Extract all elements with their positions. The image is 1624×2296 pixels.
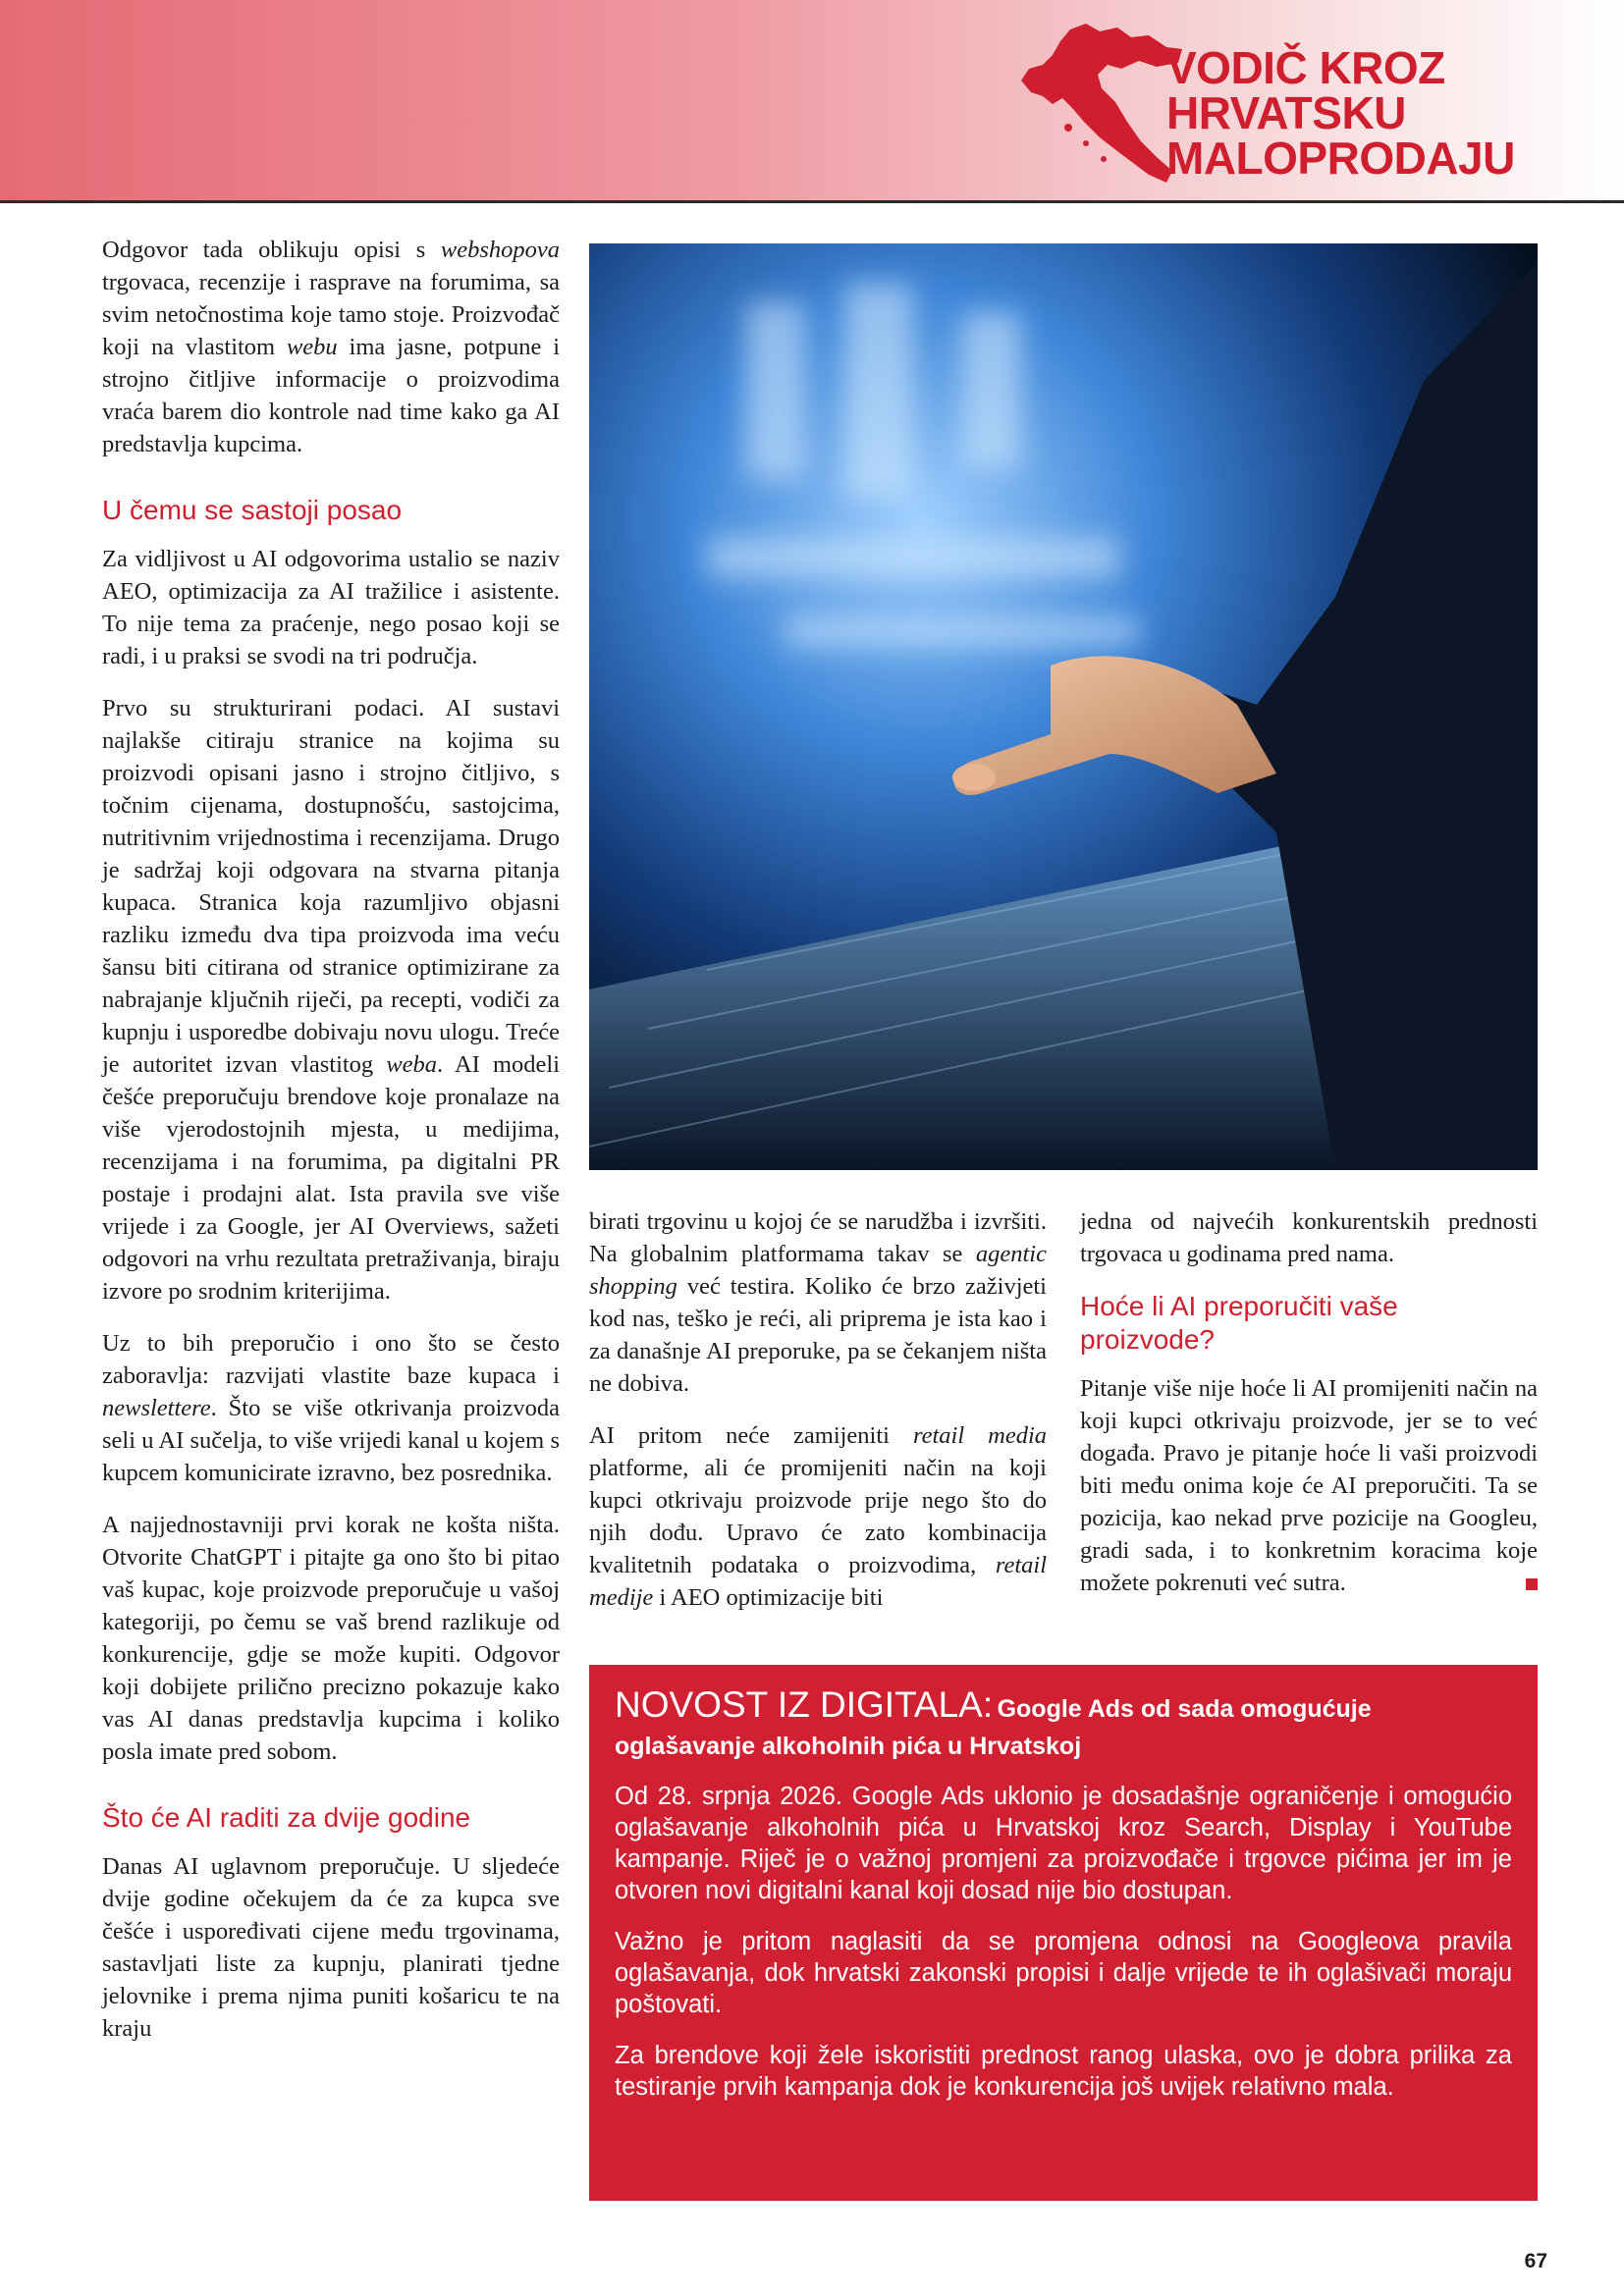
text: Odgovor tada oblikuju opisi s xyxy=(102,237,441,263)
emphasis: newslettere xyxy=(102,1395,211,1421)
brand-line-3: MALOPRODAJU xyxy=(1166,133,1515,184)
section-heading: Što će AI raditi za dvije godine xyxy=(102,1802,471,1833)
text: ima jasne, potpune i strojno čitljive informacije o proizvodima vraća barem dio kontrole nad time kako ga AI predstavlja kupcima. xyxy=(102,334,560,457)
hand-typing-laptop-photo xyxy=(589,243,1538,1170)
header-divider xyxy=(0,200,1624,203)
emphasis: agentic shopping xyxy=(589,1241,1047,1300)
text: trgovaca, recenzije i rasprave na forumima, sa svim netočnostima koje tamo stoje. Proizvođač koji na vlastitom xyxy=(102,269,560,360)
croatia-map-icon xyxy=(1009,20,1186,194)
news-paragraph: Od 28. srpnja 2026. Google Ads uklonio je dosadašnje ograničenje i omogućio oglašavanje alkoholnih pića u Hrvatskoj kroz Search, Display i YouTube kampanje. Riječ je o važnoj promjeni za proizvođače i trgovce pićima jer im je otvoren novi digitalni kanal koji dosad nije bio dostupan. xyxy=(615,1783,1512,1904)
news-heading xyxy=(615,1684,1512,1767)
section-heading: U čemu se sastoji posao xyxy=(102,495,403,525)
text: . AI modeli češće preporučuju brendove koje pronalaze na više vjerodostojnih mjesta, u medijima, recenzijama i na forumima, pa digitalni PR postaje i prodajni alat. Ista pravila sve više vrijede i za Google, jer AI Overviews, sažeti odgovori na vrhu rezultata pretraživanja, biraju izvore po srodnim kriterijima. xyxy=(102,1051,560,1305)
news-headline: Google Ads od sada omogućuje oglašavanje alkoholnih pića u Hrvatskoj xyxy=(615,1695,1372,1760)
paragraph xyxy=(589,1419,1047,1614)
paragraph xyxy=(102,234,560,460)
emphasis: retail media xyxy=(912,1422,1047,1449)
page-number: 67 xyxy=(1524,2250,1547,2272)
paragraph xyxy=(102,1327,560,1489)
paragraph: Za vidljivost u AI odgovorima ustalio se naziv AEO, optimizacija za AI tražilice i asistente. To nije tema za praćenje, nego posao koji se radi, i u praksi se svodi na tri područja. xyxy=(102,546,560,669)
paragraph: Danas AI uglavnom preporučuje. U sljedeće dvije godine očekujem da će za kupca sve češće i uspoređivati cijene među trgovinama, sastavljati liste za kupnju, planirati tjedne jelovnike i prema njima puniti košaricu te na kraju xyxy=(102,1853,560,2042)
news-box xyxy=(589,1665,1538,2201)
text: . Što se više otkrivanja proizvoda seli u AI sučelja, to više vrijedi kanal u kojem s kupcem komunicirate izravno, bez posrednika. xyxy=(102,1395,560,1486)
paragraph: jedna od najvećih konkurentskih prednosti trgovaca u godinama pred nama. xyxy=(1080,1208,1538,1267)
article-column-2 xyxy=(589,1205,1047,1633)
emphasis: webshopova xyxy=(440,237,560,263)
paragraph xyxy=(102,692,560,1308)
paragraph xyxy=(589,1205,1047,1400)
emphasis: webu xyxy=(286,334,338,360)
news-kicker: NOVOST IZ DIGITALA: xyxy=(615,1684,994,1725)
text: birati trgovinu u kojoj će se narudžba i izvršiti. Na globalnim platformama takav se xyxy=(589,1208,1047,1267)
text: Uz to bih preporučio i ono što se često zaboravlja: razvijati vlastite baze kupaca i xyxy=(102,1330,560,1389)
end-mark-icon xyxy=(1526,1578,1538,1590)
emphasis: retail medije xyxy=(589,1552,1047,1611)
article-column-3 xyxy=(1080,1205,1538,1619)
brand-line-2: HRVATSKU xyxy=(1166,87,1406,138)
brand-title xyxy=(1166,42,1579,184)
article-column-1 xyxy=(102,234,560,2064)
paragraph: A najjednostavniji prvi korak ne košta ništa. Otvorite ChatGPT i pitajte ga ono što bi pitao vaš kupac, koje proizvode preporučuje u vašoj kategoriji, po čemu se vaš brend razlikuje od konkurencije, gdje se može kupiti. Odgovor koji dobijete prilično precizno pokazuje kako vas AI danas predstavlja kupcima i koliko posla imate pred sobom. xyxy=(102,1512,560,1765)
emphasis: weba xyxy=(386,1051,438,1078)
text: već testira. Koliko će brzo zaživjeti kod nas, teško je reći, ali priprema je ista kao i za današnje AI preporuke, pa se čekanjem ništa ne dobiva. xyxy=(589,1273,1047,1397)
text: Prvo su strukturirani podaci. AI sustavi najlakše citiraju stranice na kojima su proizvodi opisani jasno i strojno čitljivo, s točnim cijenama, dostupnošću, sastojcima, nutritivnim vrijednostima i recenzijama. Drugo je sadržaj koji odgovara na stvarna pitanja kupaca. Stranica koja razumljivo objasni razliku između dva tipa proizvoda ima veću šansu biti citirana od stranice optimizirane za nabrajanje ključnih riječi, pa recepti, vodiči za kupnju i usporedbe dobivaju novu ulogu. Treće je autoritet izvan vlastitog xyxy=(102,695,560,1078)
news-paragraph: Važno je pritom naglasiti da se promjena odnosi na Googleova pravila oglašavanja, dok hrvatski zakonski propisi i dalje vrijede te ih oglašivači moraju poštovati. xyxy=(615,1928,1512,2018)
paragraph xyxy=(1080,1372,1538,1599)
text: AI pritom neće zamijeniti xyxy=(589,1422,913,1449)
text: Pitanje više nije hoće li AI promijeniti način na koji kupci otkrivaju proizvode, jer se to već događa. Pravo je pitanje hoće li vaši proizvodi biti među onima koje će AI preporučiti. Ta se pozicija, kao nekad prve pozicije na Googleu, gradi sada, i to konkretnim koracima koje možete pokrenuti već sutra. xyxy=(1080,1375,1538,1596)
news-paragraph: Za brendove koji žele iskoristiti prednost ranog ulaska, ovo je dobra prilika za testiranje prvih kampanja dok je konkurencija još uvijek relativno mala. xyxy=(615,2042,1512,2101)
text: platforme, ali će promijeniti način na koji kupci otkrivaju proizvode prije nego što do njih dođu. Upravo će zato kombinacija kvalitetnih podataka o proizvodima, xyxy=(589,1455,1047,1578)
section-heading: Hoće li AI preporučiti vaše proizvode? xyxy=(1080,1291,1398,1355)
text: i AEO optimizacije biti xyxy=(653,1584,884,1611)
brand-line-1: VODIČ KROZ xyxy=(1166,42,1445,93)
